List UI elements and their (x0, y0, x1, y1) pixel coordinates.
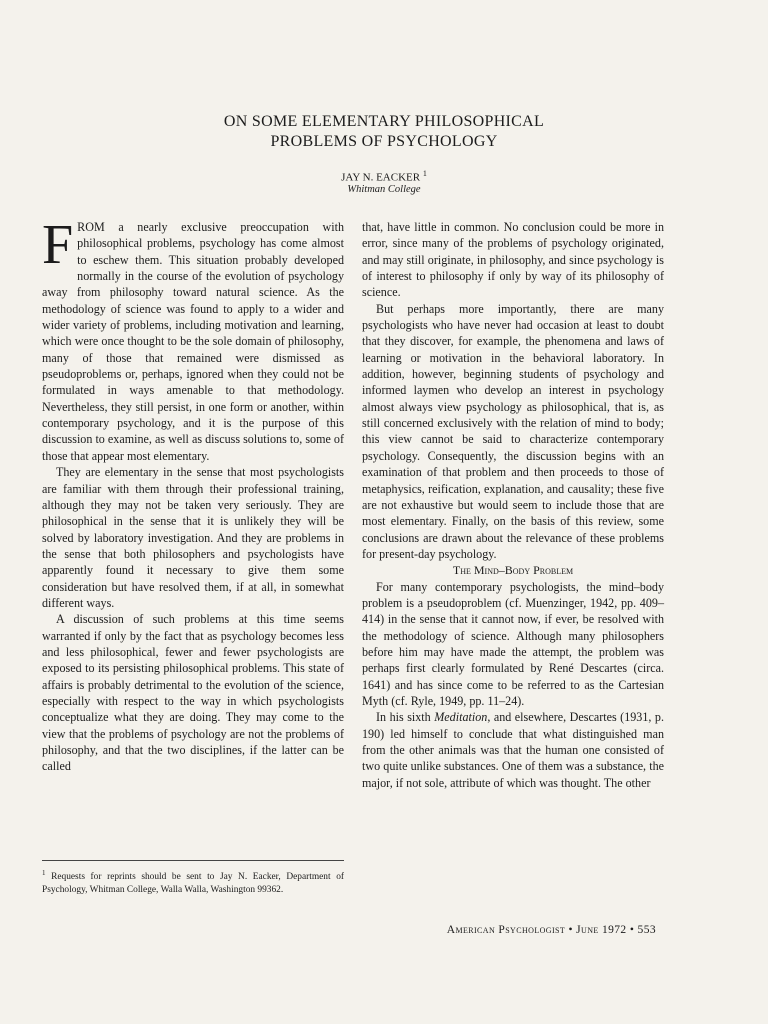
footer-separator-2: • (626, 924, 638, 936)
drop-cap: F (42, 214, 74, 276)
left-paragraph-1-text: ROM a nearly exclusive preoccupation with philosophical problems, psychology has come almost to eschew them. This situation probably developed normally in the course of the evolution of psychology away from philosophy toward natural science. As the methodology of science was found to apply to a wider and wider variety of problems, including motivation and learning, which were once thought to be the sole domain of philosophy, many of those that remained were dismissed as pseudoproblems or, perhaps, ignored when they could not be formulated in ways amenable to that methodology. Nevertheless, they still persist, in one form or another, within contemporary psychology, and it is the purpose of this discussion to examine, as well as discuss solutions to, some of those that appear most elementary. (42, 220, 344, 463)
affiliation: Whitman College (347, 184, 421, 195)
issue-date: June 1972 (576, 924, 627, 936)
meditation-title: Meditation (434, 710, 488, 725)
journal-name: American Psychologist (446, 924, 566, 936)
section-heading: The Mind–Body Problem (452, 563, 574, 578)
right-paragraph-4-rest: , and elsewhere, Descartes (1931, p. 190) led himself to conclude that what distinguished man from the other animals was that the human one consisted of two quite unlike substances. One of them was a substance, the major, if not sole, attribute of which was thought. The other (362, 710, 664, 790)
page-number: 553 (637, 924, 656, 936)
footnote-mark: 1 (42, 869, 46, 877)
left-column (42, 214, 344, 775)
right-paragraph-4 (362, 709, 664, 791)
author-name: JAY N. EACKER (341, 171, 421, 184)
footnote-text: Requests for reprints should be sent to Jay N. Eacker, Department of Psychology, Whitman College, Walla Walla, Washington 99362. (42, 872, 345, 895)
right-column (362, 219, 664, 791)
right-paragraph-4-start: In his sixth (376, 710, 435, 725)
author-line (0, 167, 768, 185)
footer-separator-1: • (565, 924, 577, 936)
left-paragraph-1 (42, 214, 344, 464)
author-footnote-mark: 1 (422, 169, 427, 178)
left-paragraph-3: A discussion of such problems at this time seems warranted if only by the fact that as psychology becomes less and less philosophical, fewer and fewer psychologists are exposed to its persisting philosophical problems. This state of affairs is probably detrimental to the evolution of the science, especially with respect to the way in which psychologists conceptualize what they are doing. They may come to the view that the problems of psychology are not the problems of philosophy, and that the two disciplines, if the latter can be called (42, 612, 344, 774)
page-footer (447, 924, 656, 936)
left-paragraph-2: They are elementary in the sense that most psychologists are familiar with them through their professional training, although they may not be taken very seriously. They are philosophical in the sense that it is unlikely they will be solved by laboratory investigation. And they are problems in the sense that both philosophers and psychologists have apparently found it necessary to give them some consideration but have resolved them, if at all, in somewhat different ways. (42, 465, 344, 610)
title-line-2: PROBLEMS OF PSYCHOLOGY (270, 133, 498, 150)
right-paragraph-2: But perhaps more importantly, there are many psychologists who have never had occasion at least to doubt that they discover, for example, the phenomena and laws of learning or motivation in the behavioral laboratory. In addition, however, beginning students of psychology and informed laymen who develop an interest in psychology almost always view psychology as philosophical, that is, as still concerned exclusively with the relation of mind to body; this view cannot be said to characterize contemporary psychology. Consequently, the discussion begins with an examination of that problem and then proceeds to those of metaphysics, reification, explanation, and causality; these five are not exhaustive but would seem to include those that are most elementary. Finally, on the basis of this review, some conclusions are drawn about the relevance of these problems for present-day psychology. (362, 301, 664, 561)
title-line-1: ON SOME ELEMENTARY PHILOSOPHICAL (223, 113, 545, 130)
right-paragraph-1: that, have little in common. No conclusion could be more in error, since many of the problems of psychology originated, and may still originate, in philosophy, and since psychology is of interest to philosophy if only by way of its philosophy of science. (362, 220, 664, 300)
right-paragraph-3: For many contemporary psychologists, the mind–body problem is a pseudoproblem (cf. Muenzinger, 1942, pp. 409–414) in the sense that it cannot now, if ever, be resolved with the methodology of science. Although many philosophers before him may have made the attempt, the problem was perhaps first clearly formulated by René Descartes (circa. 1641) and has since come to be referred to as the Cartesian Myth (cf. Ryle, 1949, pp. 11–24). (362, 579, 664, 708)
article-title (0, 112, 768, 152)
footnote (42, 860, 344, 896)
